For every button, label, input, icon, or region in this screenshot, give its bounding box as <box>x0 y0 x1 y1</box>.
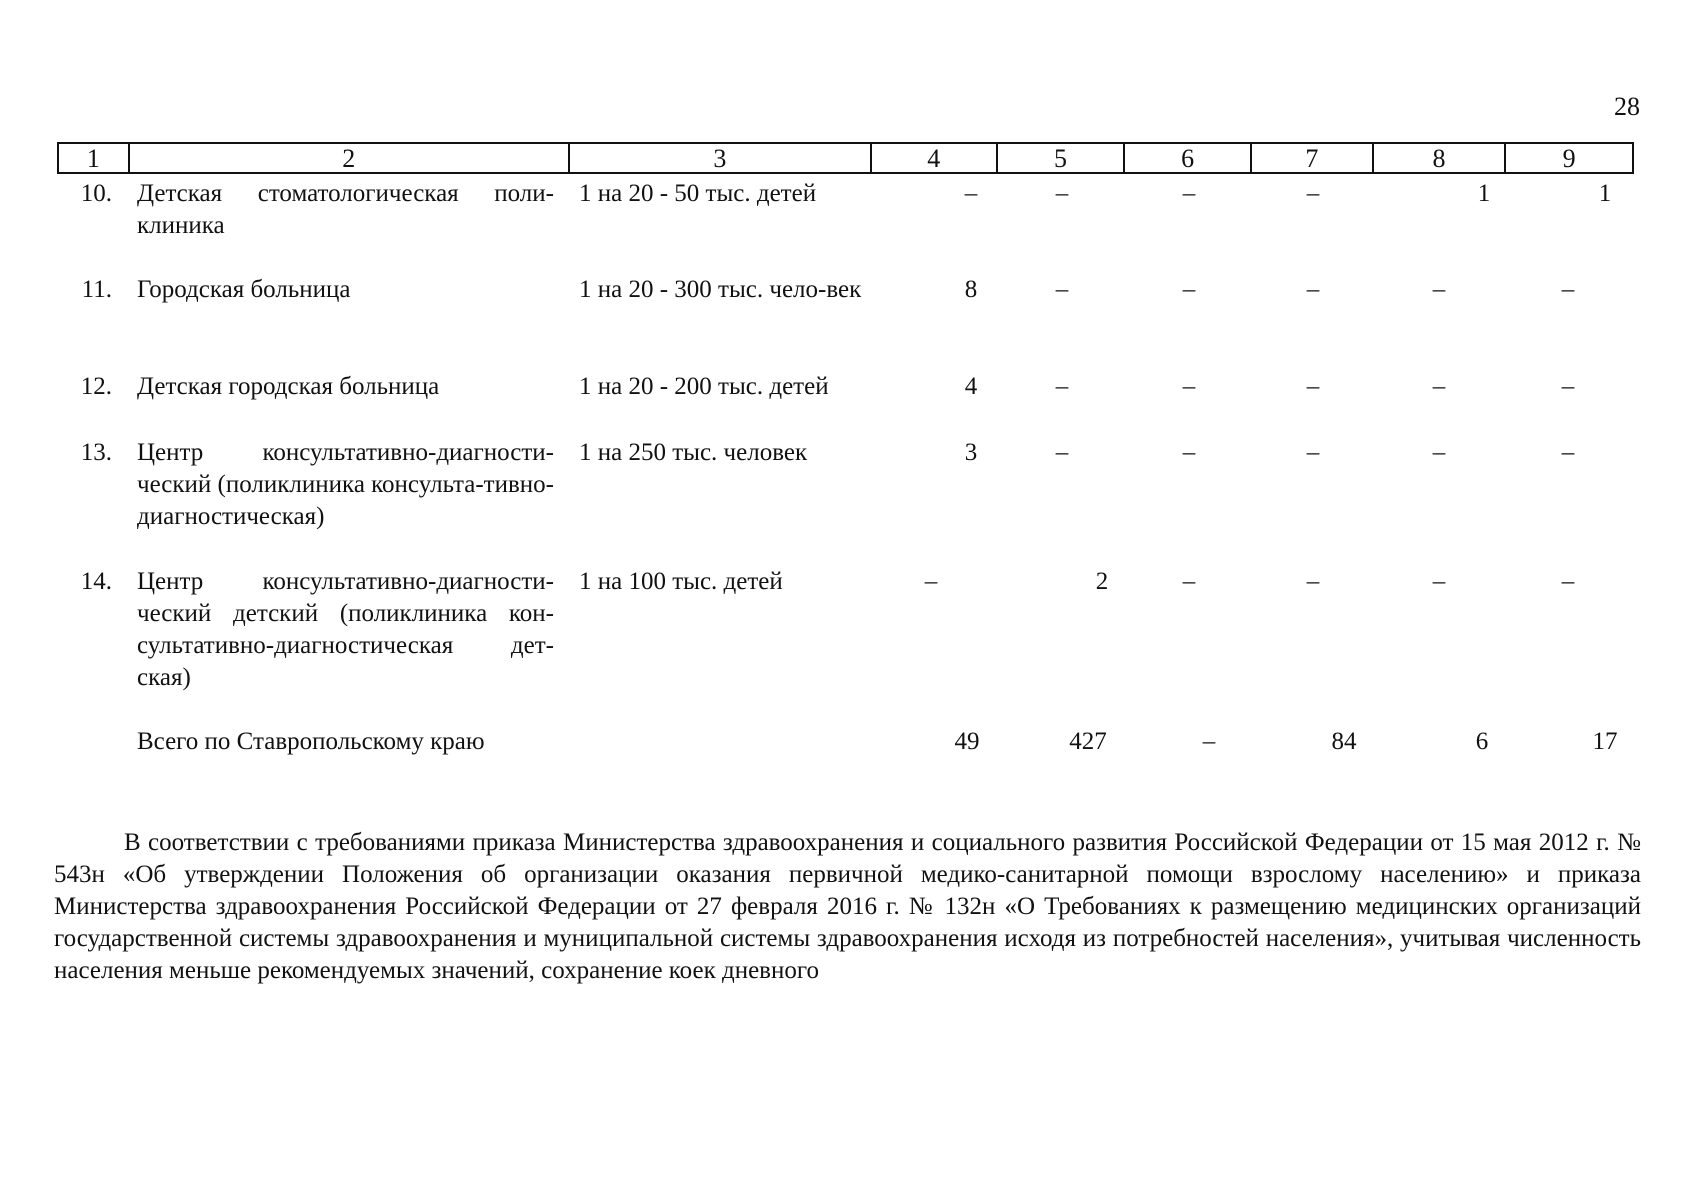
row-value-col-5: – <box>1055 373 1069 400</box>
row-name: Городская больница <box>137 276 351 303</box>
row-value-col-8: 1 <box>1477 180 1491 207</box>
header-col-2: 2 <box>130 144 570 172</box>
row-value-col-7: – <box>1306 276 1320 303</box>
header-col-1: 1 <box>59 144 130 172</box>
row-value-col-9: – <box>1561 373 1575 400</box>
row-value-col-8: – <box>1432 568 1446 595</box>
row-value-col-6: – <box>1182 568 1196 595</box>
row-value-col-5: – <box>1055 439 1069 466</box>
header-col-4: 4 <box>872 144 998 172</box>
row-value-col-4: 4 <box>964 373 978 400</box>
row-name: Центр консультативно-диагности-ческий детский (поликлиника кон-сультативно-диагностическая дет-ская) <box>137 568 554 691</box>
row-value-col-8: – <box>1432 373 1446 400</box>
header-col-5: 5 <box>998 144 1126 172</box>
header-col-8: 8 <box>1374 144 1507 172</box>
page-number: 28 <box>1614 92 1640 121</box>
header-col-9: 9 <box>1562 144 1576 173</box>
row-number: 12. <box>80 373 112 400</box>
row-value-col-4: – <box>924 568 938 595</box>
row-value-col-6: – <box>1182 180 1196 207</box>
row-name: Центр консультативно-диагности-ческий (поликлиника консульта-тивно-диагностическая) <box>137 439 554 530</box>
row-value-col-6: – <box>1182 439 1196 466</box>
row-value-col-7: – <box>1306 439 1320 466</box>
header-col-3: 3 <box>570 144 872 172</box>
total-label: Всего по Ставропольскому краю <box>137 728 485 755</box>
row-value-col-9: – <box>1561 568 1575 595</box>
row-value-col-9: – <box>1561 439 1575 466</box>
row-value-col-9: – <box>1561 276 1575 303</box>
row-norm: 1 на 20 - 50 тыс. детей <box>579 180 817 207</box>
row-value-col-4: 3 <box>964 439 978 466</box>
row-norm: 1 на 20 - 200 тыс. детей <box>579 373 829 400</box>
row-norm: 1 на 250 тыс. человек <box>579 439 808 466</box>
row-norm: 1 на 100 тыс. детей <box>579 568 783 595</box>
body-paragraph: В соответствии с требованиями приказа Министерства здравоохранения и социального развития Российской Федерации от 15 мая 2012 г. № 543н «Об утверждении Положения об организации оказания первичной медико-санитарной помощи взрослому населению» и приказа Министерства здравоохранения Российской Федерации от 27 февраля 2016 г. № 132н «О Требованиях к размещению медицинских организаций государственной системы здравоохранения и муниципальной системы здравоохранения исходя из потребностей населения», учитывая численность населения меньше рекомендуемых значений, сохранение коек дневного <box>54 829 1641 984</box>
row-value-col-9: 1 <box>1598 180 1612 207</box>
total-value-col-7: 84 <box>1331 728 1357 755</box>
row-value-col-5: – <box>1055 276 1069 303</box>
row-value-col-8: – <box>1432 439 1446 466</box>
row-number: 14. <box>80 568 112 595</box>
row-value-col-7: – <box>1306 180 1320 207</box>
row-value-col-4: 8 <box>964 276 978 303</box>
row-value-col-8: – <box>1432 276 1446 303</box>
row-value-col-5: 2 <box>1095 568 1109 595</box>
row-name: Детская стоматологическая поли-клиника <box>137 180 554 239</box>
row-number: 13. <box>80 439 112 466</box>
total-value-col-9: 17 <box>1592 728 1618 755</box>
row-value-col-5: – <box>1055 180 1069 207</box>
row-value-col-7: – <box>1306 568 1320 595</box>
row-number: 10. <box>80 180 112 207</box>
row-value-col-4: – <box>964 180 978 207</box>
total-value-col-5: 427 <box>1069 728 1107 755</box>
row-norm: 1 на 20 - 300 тыс. чело-век <box>579 276 862 303</box>
row-value-col-7: – <box>1306 373 1320 400</box>
row-number: 11. <box>81 276 112 303</box>
header-col-6: 6 <box>1125 144 1252 172</box>
total-value-col-8: 6 <box>1475 728 1489 755</box>
table-header-row <box>57 142 1634 174</box>
row-value-col-6: – <box>1182 373 1196 400</box>
header-col-7: 7 <box>1252 144 1374 172</box>
row-name: Детская городская больница <box>137 373 440 400</box>
total-value-col-6: – <box>1202 728 1216 755</box>
total-value-col-4: 49 <box>954 728 980 755</box>
row-value-col-6: – <box>1182 276 1196 303</box>
